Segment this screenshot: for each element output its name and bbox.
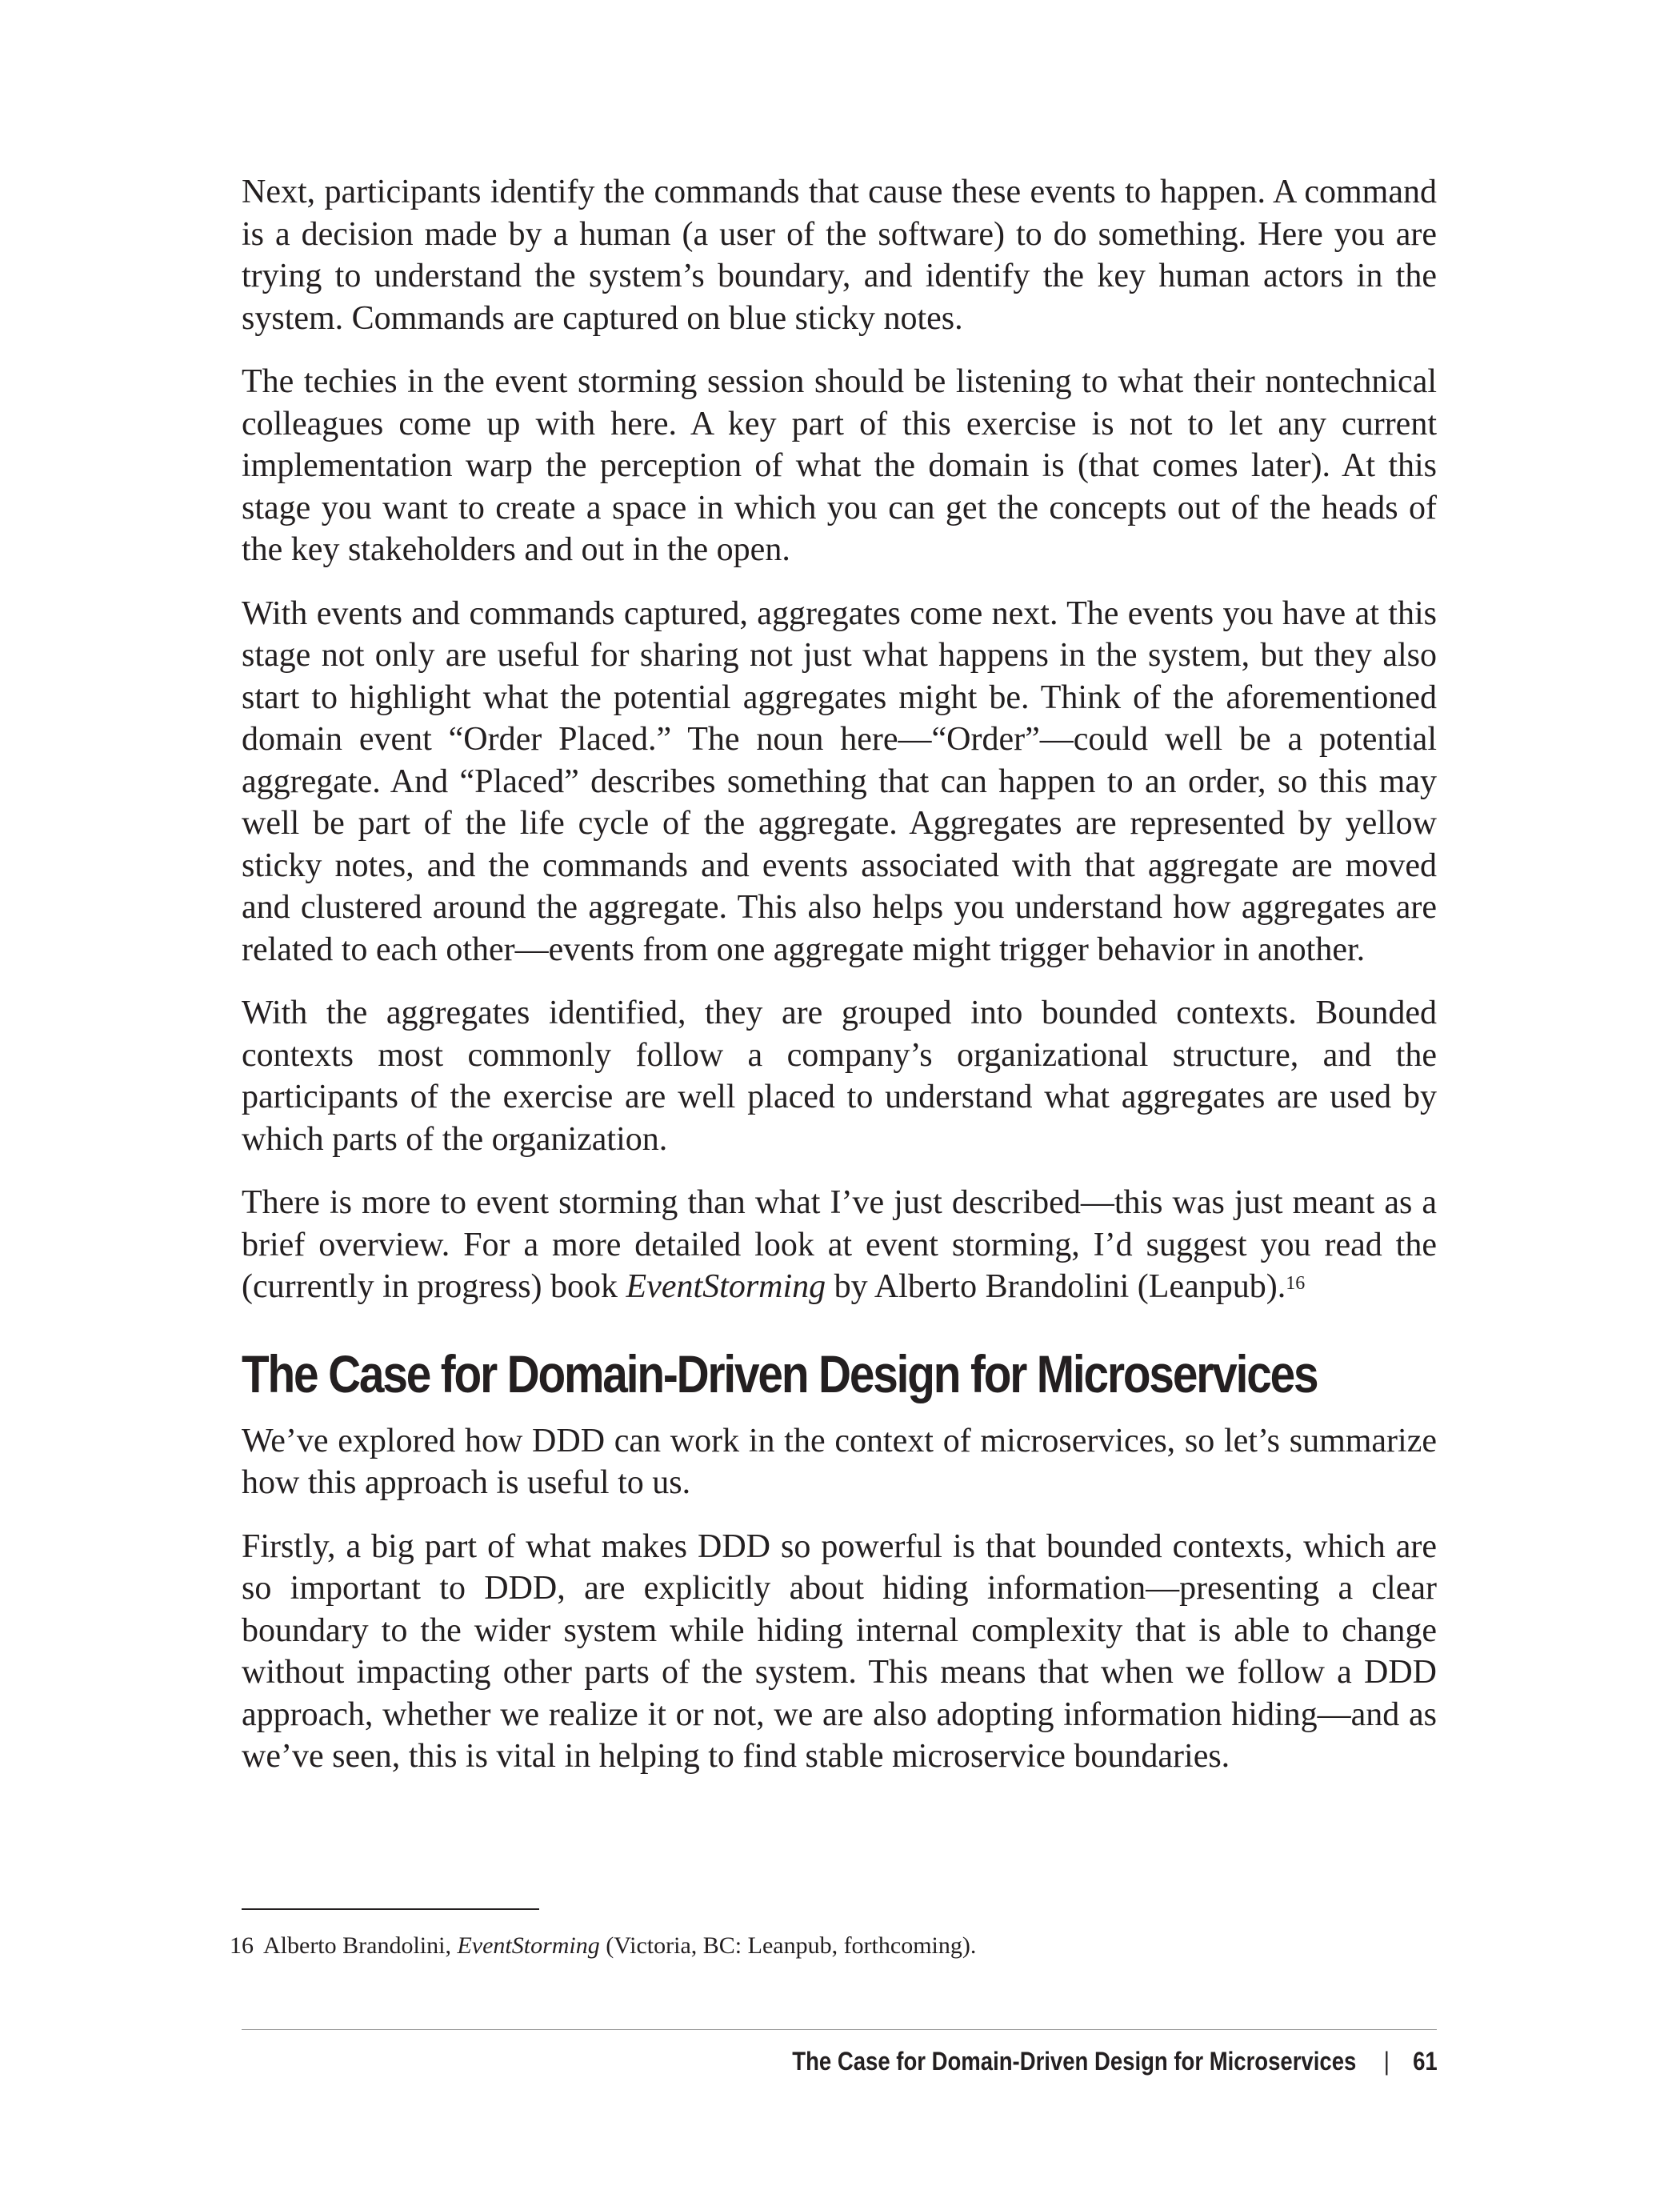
- footnote-title: EventStorming: [457, 1932, 600, 1959]
- running-title: The Case for Domain-Driven Design for Microservices: [792, 2047, 1357, 2076]
- further-reading-text: There is more to event storming than what I’ve just described—this was just meant as a brief overview. For a more detailed look at event storming, I’d suggest you read the (currently in progress) book: [242, 1184, 1437, 1305]
- footnote: [230, 1930, 1438, 1962]
- running-footer: [793, 2045, 1438, 2077]
- footnote-divider: [242, 1908, 539, 1910]
- footnote-details: (Victoria, BC: Leanpub, forthcoming).: [599, 1932, 977, 1959]
- text-column: [242, 171, 1437, 1800]
- page-number: 61: [1413, 2047, 1438, 2076]
- footnote-reference[interactable]: 16: [1286, 1273, 1306, 1294]
- paragraph-information-hiding: Firstly, a big part of what makes DDD so powerful is that bounded contexts, which are so important to DDD, are explicitly about hiding information—presenting a clear boundary to the wider system while hiding internal complexity that is able to change without impacting other parts of the system. This means that when we follow a DDD approach, whether we realize it or not, we are also adopting information hiding—and as we’ve seen, this is vital in helping to find stable microservice boundaries.: [242, 1527, 1437, 1775]
- footnote-author: Alberto Brandolini,: [263, 1932, 458, 1959]
- paragraph-commands: Next, participants identify the commands that cause these events to happen. A command is a decision made by a human (a user of the software) to do something. Here you are trying to understand the system’s boundary, and identify the key human actors in the system. Commands are captured on blue sticky notes.: [242, 174, 1437, 337]
- paragraph-aggregates: With events and commands captured, aggregates come next. The events you have at this stage not only are useful for sharing not just what happens in the system, but they also start to highlight what the potential aggregates might be. Think of the aforementioned domain event “Order Placed.” The noun here—“Order”—could well be a potential aggregate. And “Placed” describes something that can happen to an order, so this may well be part of the life cycle of the aggregate. Aggregates are represented by yellow sticky notes, and the commands and events associated with that aggregate are moved and clustered around the aggregate. This also helps you understand how aggregates are related to each other—events from one aggregate might trigger behavior in another.: [242, 595, 1437, 968]
- book-title: EventStorming: [626, 1268, 826, 1305]
- further-reading-text-end: by Alberto Brandolini (Leanpub).: [826, 1268, 1286, 1305]
- paragraph-techies: The techies in the event storming session should be listening to what their nontechnical colleagues come up with here. A key part of this exercise is not to let any current implementation warp the perception of what the domain is (that comes later). At this stage you want to create a space in which you can get the concepts out of the heads of the key stakeholders and out in the open.: [242, 363, 1437, 568]
- paragraph-further-reading: [242, 1182, 1437, 1308]
- footer-divider: [242, 2029, 1437, 2030]
- paragraph-bounded-contexts: With the aggregates identified, they are grouped into bounded contexts. Bounded contexts most commonly follow a company’s organizational structure, and the participants of the exercise are well placed to understand what aggregates are used by which parts of the organization.: [242, 995, 1437, 1158]
- section-heading: The Case for Domain-Driven Design for Microservices: [242, 1343, 1318, 1403]
- footnote-number: 16: [230, 1932, 254, 1959]
- paragraph-summary-intro: We’ve explored how DDD can work in the context of microservices, so let’s summarize how this approach is useful to us.: [242, 1422, 1437, 1501]
- footer-separator: |: [1384, 2047, 1390, 2076]
